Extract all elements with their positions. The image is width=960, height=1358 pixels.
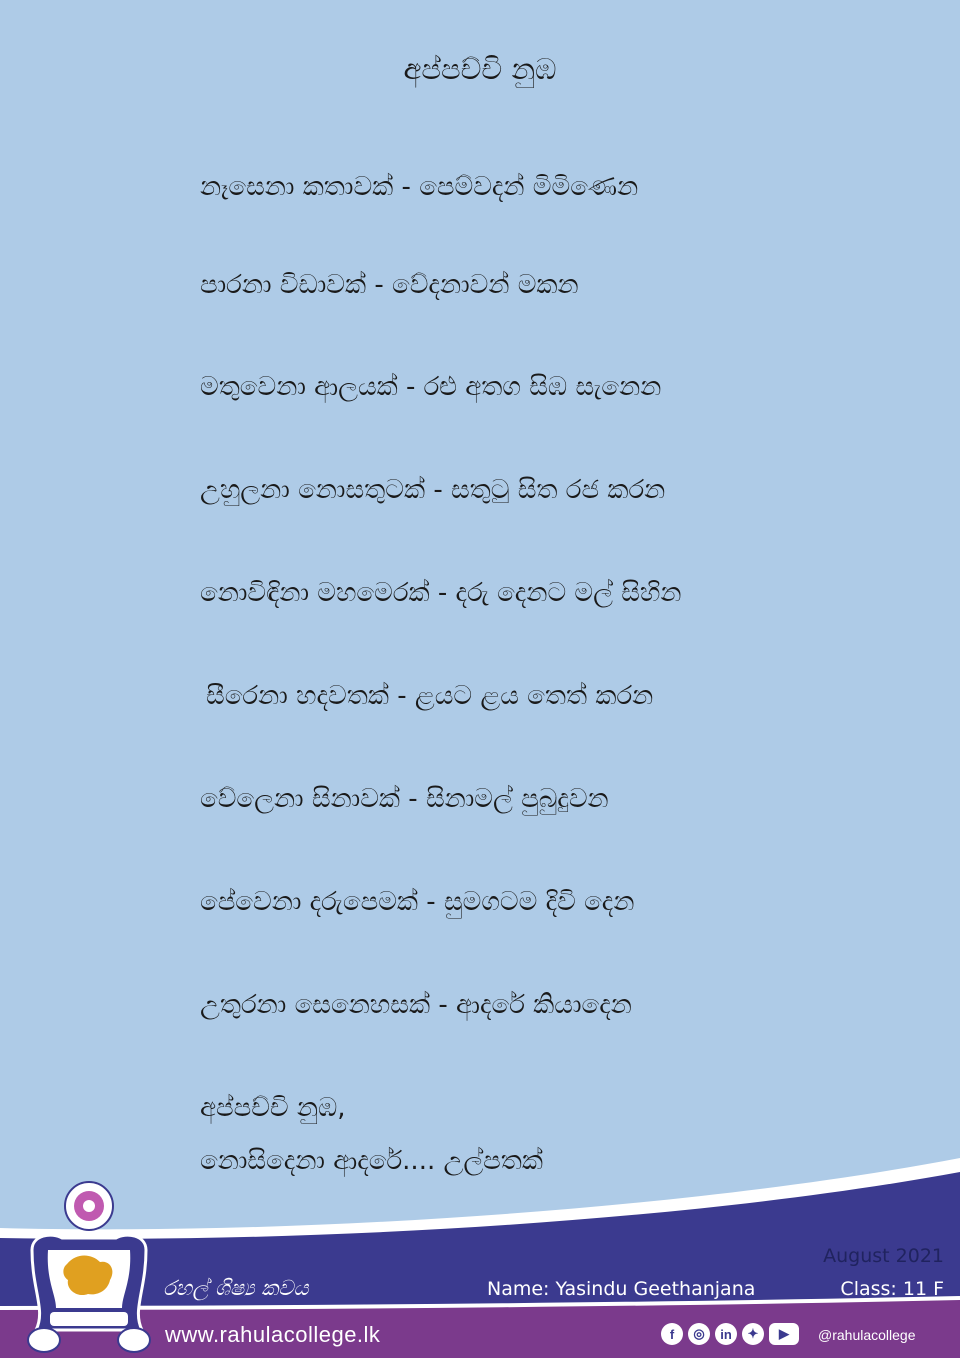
facebook-icon[interactable]: f xyxy=(661,1323,683,1345)
poem-line: පේවෙනා දරුපෙමක් - සුමගටම දිවි දෙන xyxy=(200,887,635,917)
instagram-icon[interactable]: ◎ xyxy=(688,1323,710,1345)
poem-line: මතුවෙනා ආලයක් - රළු අතග සිඹ සැනෙන xyxy=(200,372,662,402)
poem-line: සීරෙනා හදවතක් - ළයට ළය තෙත් කරන xyxy=(206,681,654,711)
social-icons xyxy=(661,1323,799,1345)
poem-line: උතුරනා සෙනෙහසක් - ආදරේ කියාදෙන xyxy=(200,990,632,1020)
poem-title: අප්පච්චි නුඹ xyxy=(403,52,557,86)
brand-logotype: රහල් ශිෂ්‍ය කවය xyxy=(163,1276,309,1300)
poem-line: නොවිඳිනා මහමෙරක් - දරු දෙනට මල් සිහින xyxy=(200,578,682,608)
poem-line: පාරනා විඩාවක් - වේදනාවන් මකන xyxy=(200,270,579,300)
publish-date: August 2021 xyxy=(823,1245,944,1267)
twitter-icon[interactable]: ✦ xyxy=(742,1323,764,1345)
author-name: Name: Yasindu Geethanjana xyxy=(487,1278,756,1300)
college-crest-logo xyxy=(22,1180,156,1356)
poem-line: වේලෙනා සිනාවක් - සිනාමල් පුබුදුවන xyxy=(200,784,609,814)
author-class: Class: 11 F xyxy=(840,1278,944,1300)
poem-line: උහුලනා නොසතුටක් - සතුටු සිත රජ කරන xyxy=(200,475,666,505)
youtube-icon[interactable]: ▶ xyxy=(769,1323,799,1345)
poem-closing-line: අප්පච්චි නුඹ, xyxy=(200,1093,346,1123)
website-link[interactable]: www.rahulacollege.lk xyxy=(165,1322,381,1347)
social-handle[interactable]: @rahulacollege xyxy=(818,1327,916,1343)
poem-closing-line: නොසිදෙනා ආදරේ.... උල්පතක් xyxy=(200,1146,543,1176)
poem-line: නෑසෙනා කතාවක් - පෙම්වදන් මිමිණෙන xyxy=(200,172,639,202)
linkedin-icon[interactable]: in xyxy=(715,1323,737,1345)
